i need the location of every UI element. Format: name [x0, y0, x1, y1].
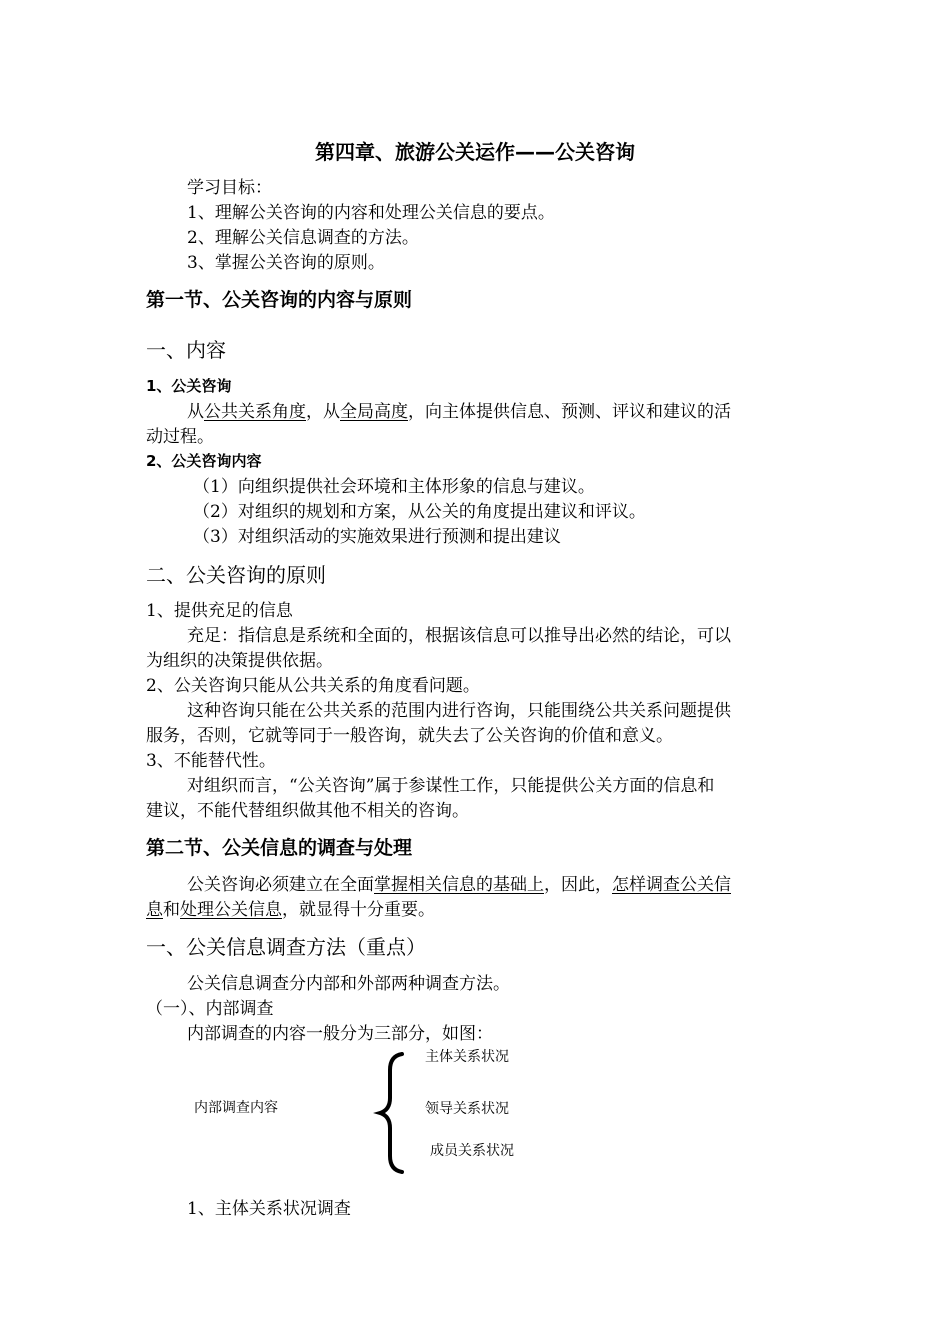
diagram-branch: 领导关系状况 [425, 1101, 509, 1117]
principle2-heading: 2、公关咨询只能从公共关系的角度看问题。 [146, 676, 480, 696]
principle1-text: 充足：指信息是系统和全面的，根据该信息可以推导出必然的结论，可以 [187, 626, 731, 646]
chapter-title: 第四章、旅游公关运作——公关咨询 [315, 140, 635, 164]
principle1-text-line2: 为组织的决策提供依据。 [146, 651, 333, 671]
principle2-text: 这种咨询只能在公共关系的范围内进行咨询，只能围绕公共关系问题提供 [187, 701, 731, 721]
internal-survey-heading: （一）、内部调查 [146, 999, 274, 1019]
objective-item: 1、理解公关咨询的内容和处理公关信息的要点。 [187, 203, 555, 223]
underlined-phrase: 全局高度 [340, 402, 408, 422]
principle1-heading: 1、提供充足的信息 [146, 601, 293, 621]
principle3-heading: 3、不能替代性。 [146, 751, 276, 771]
section2-intro-line2: 息和处理公关信息，就显得十分重要。 [146, 900, 435, 920]
section2-intro: 公关咨询必须建立在全面掌握相关信息的基础上，因此，怎样调查公关信 [187, 875, 731, 895]
underlined-phrase: 处理公关信息 [180, 900, 282, 920]
diagram-branch: 成员关系状况 [430, 1143, 514, 1159]
content-list-item: （3）对组织活动的实施效果进行预测和提出建议 [193, 527, 561, 547]
objective-item: 2、理解公关信息调查的方法。 [187, 228, 419, 248]
section2-heading: 第二节、公关信息的调查与处理 [146, 837, 413, 859]
item2-heading: 2、公关咨询内容 [146, 452, 262, 470]
internal-item1: 1、主体关系状况调查 [187, 1199, 351, 1219]
underlined-phrase: 怎样调查公关信 [612, 875, 731, 895]
principle3-text-line2: 建议，不能代替组织做其他不相关的咨询。 [146, 801, 469, 821]
item1-paragraph-line2: 动过程。 [146, 427, 214, 447]
principle2-text-line2: 服务，否则，它就等同于一般咨询，就失去了公关咨询的价值和意义。 [146, 726, 673, 746]
objective-item: 3、掌握公关咨询的原则。 [187, 253, 385, 273]
diagram-root-label: 内部调查内容 [194, 1100, 278, 1116]
diagram-branch: 主体关系状况 [425, 1049, 509, 1065]
underlined-phrase: 掌握相关信息的基础上 [374, 875, 544, 895]
section1-heading: 第一节、公关咨询的内容与原则 [146, 289, 413, 311]
section1-part2-heading: 二、公关咨询的原则 [146, 563, 326, 587]
objectives-heading: 学习目标： [187, 178, 272, 198]
item1-paragraph: 从公共关系角度，从全局高度，向主体提供信息、预测、评议和建议的活 [187, 402, 731, 422]
survey-intro: 公关信息调查分内部和外部两种调查方法。 [187, 974, 510, 994]
underlined-phrase: 息 [146, 900, 163, 920]
principle3-text: 对组织而言，“公关咨询”属于参谋性工作，只能提供公关方面的信息和 [187, 776, 715, 796]
section2-part1-heading: 一、公关信息调查方法（重点） [146, 935, 426, 959]
content-list-item: （1）向组织提供社会环境和主体形象的信息与建议。 [193, 477, 595, 497]
curly-brace-icon [372, 1052, 412, 1174]
underlined-phrase: 公共关系角度 [204, 402, 306, 422]
section1-part1-heading: 一、内容 [146, 338, 226, 362]
item1-heading: 1、公关咨询 [146, 377, 232, 395]
content-list-item: （2）对组织的规划和方案，从公关的角度提出建议和评议。 [193, 502, 646, 522]
internal-survey-intro: 内部调查的内容一般分为三部分，如图： [187, 1024, 493, 1044]
